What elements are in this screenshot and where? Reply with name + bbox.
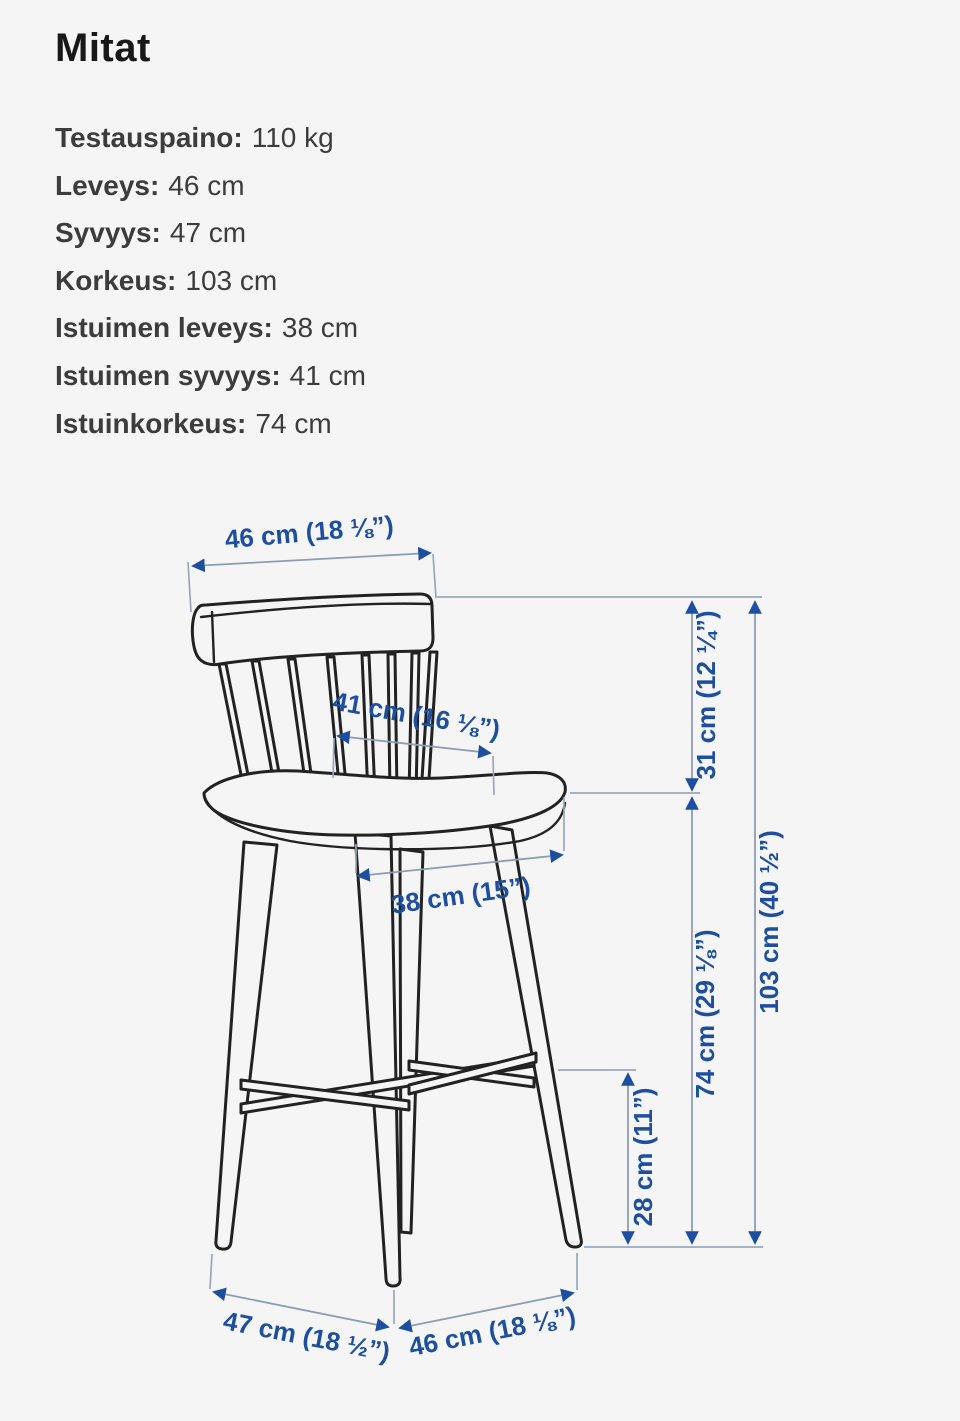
left-leg	[216, 842, 277, 1249]
spec-label: Syvyys:	[55, 217, 161, 249]
spec-label: Testauspaino:	[55, 122, 243, 153]
dim-label-base-width: 46 cm (18 ⅛”)	[406, 1300, 579, 1363]
dim-backrest-width	[193, 510, 430, 566]
spec-label: Istuimen syvyys:	[55, 359, 281, 391]
dim-label-seat-depth: 41 cm (16 ⅛”)	[330, 685, 503, 745]
dim-label-seat-height: 74 cm (29 ⅛”)	[690, 929, 720, 1099]
spec-value: 103 cm	[185, 264, 278, 296]
dim-backrest-height	[691, 602, 721, 790]
dim-label-backrest-width: 46 cm (18 ⅛”)	[223, 509, 395, 555]
spec-value: 46 cm	[168, 169, 245, 201]
spec-value: 74 cm	[255, 407, 332, 439]
dim-base-depth	[214, 1292, 393, 1367]
spec-value: 41 cm	[289, 359, 366, 391]
spec-label: Istuimen leveys:	[55, 312, 273, 344]
dim-base-width	[400, 1293, 578, 1362]
dim-label-base-depth: 47 cm (18 ½”)	[220, 1305, 393, 1368]
dim-seat-height	[690, 798, 720, 1243]
spec-value: 47 cm	[169, 217, 247, 249]
spec-label: Leveys:	[55, 169, 160, 201]
dim-label-footrest-height: 28 cm (11”)	[628, 1087, 658, 1227]
spec-label: Istuinkorkeus:	[55, 407, 247, 439]
spec-value: 38 cm	[281, 312, 359, 344]
page-title: Mitat	[55, 26, 151, 70]
dim-label-backrest-height: 31 cm (12 ¼”)	[691, 610, 721, 780]
spec-value: 110 kg	[251, 122, 334, 153]
dim-label-total-height: 103 cm (40 ½”)	[754, 830, 784, 1014]
backrest-rail	[192, 594, 433, 665]
dim-footrest-height	[628, 1074, 658, 1243]
dim-total-height	[754, 602, 784, 1243]
dim-label-seat-width: 38 cm (15”)	[389, 870, 533, 920]
spec-label: Korkeus:	[55, 264, 177, 296]
